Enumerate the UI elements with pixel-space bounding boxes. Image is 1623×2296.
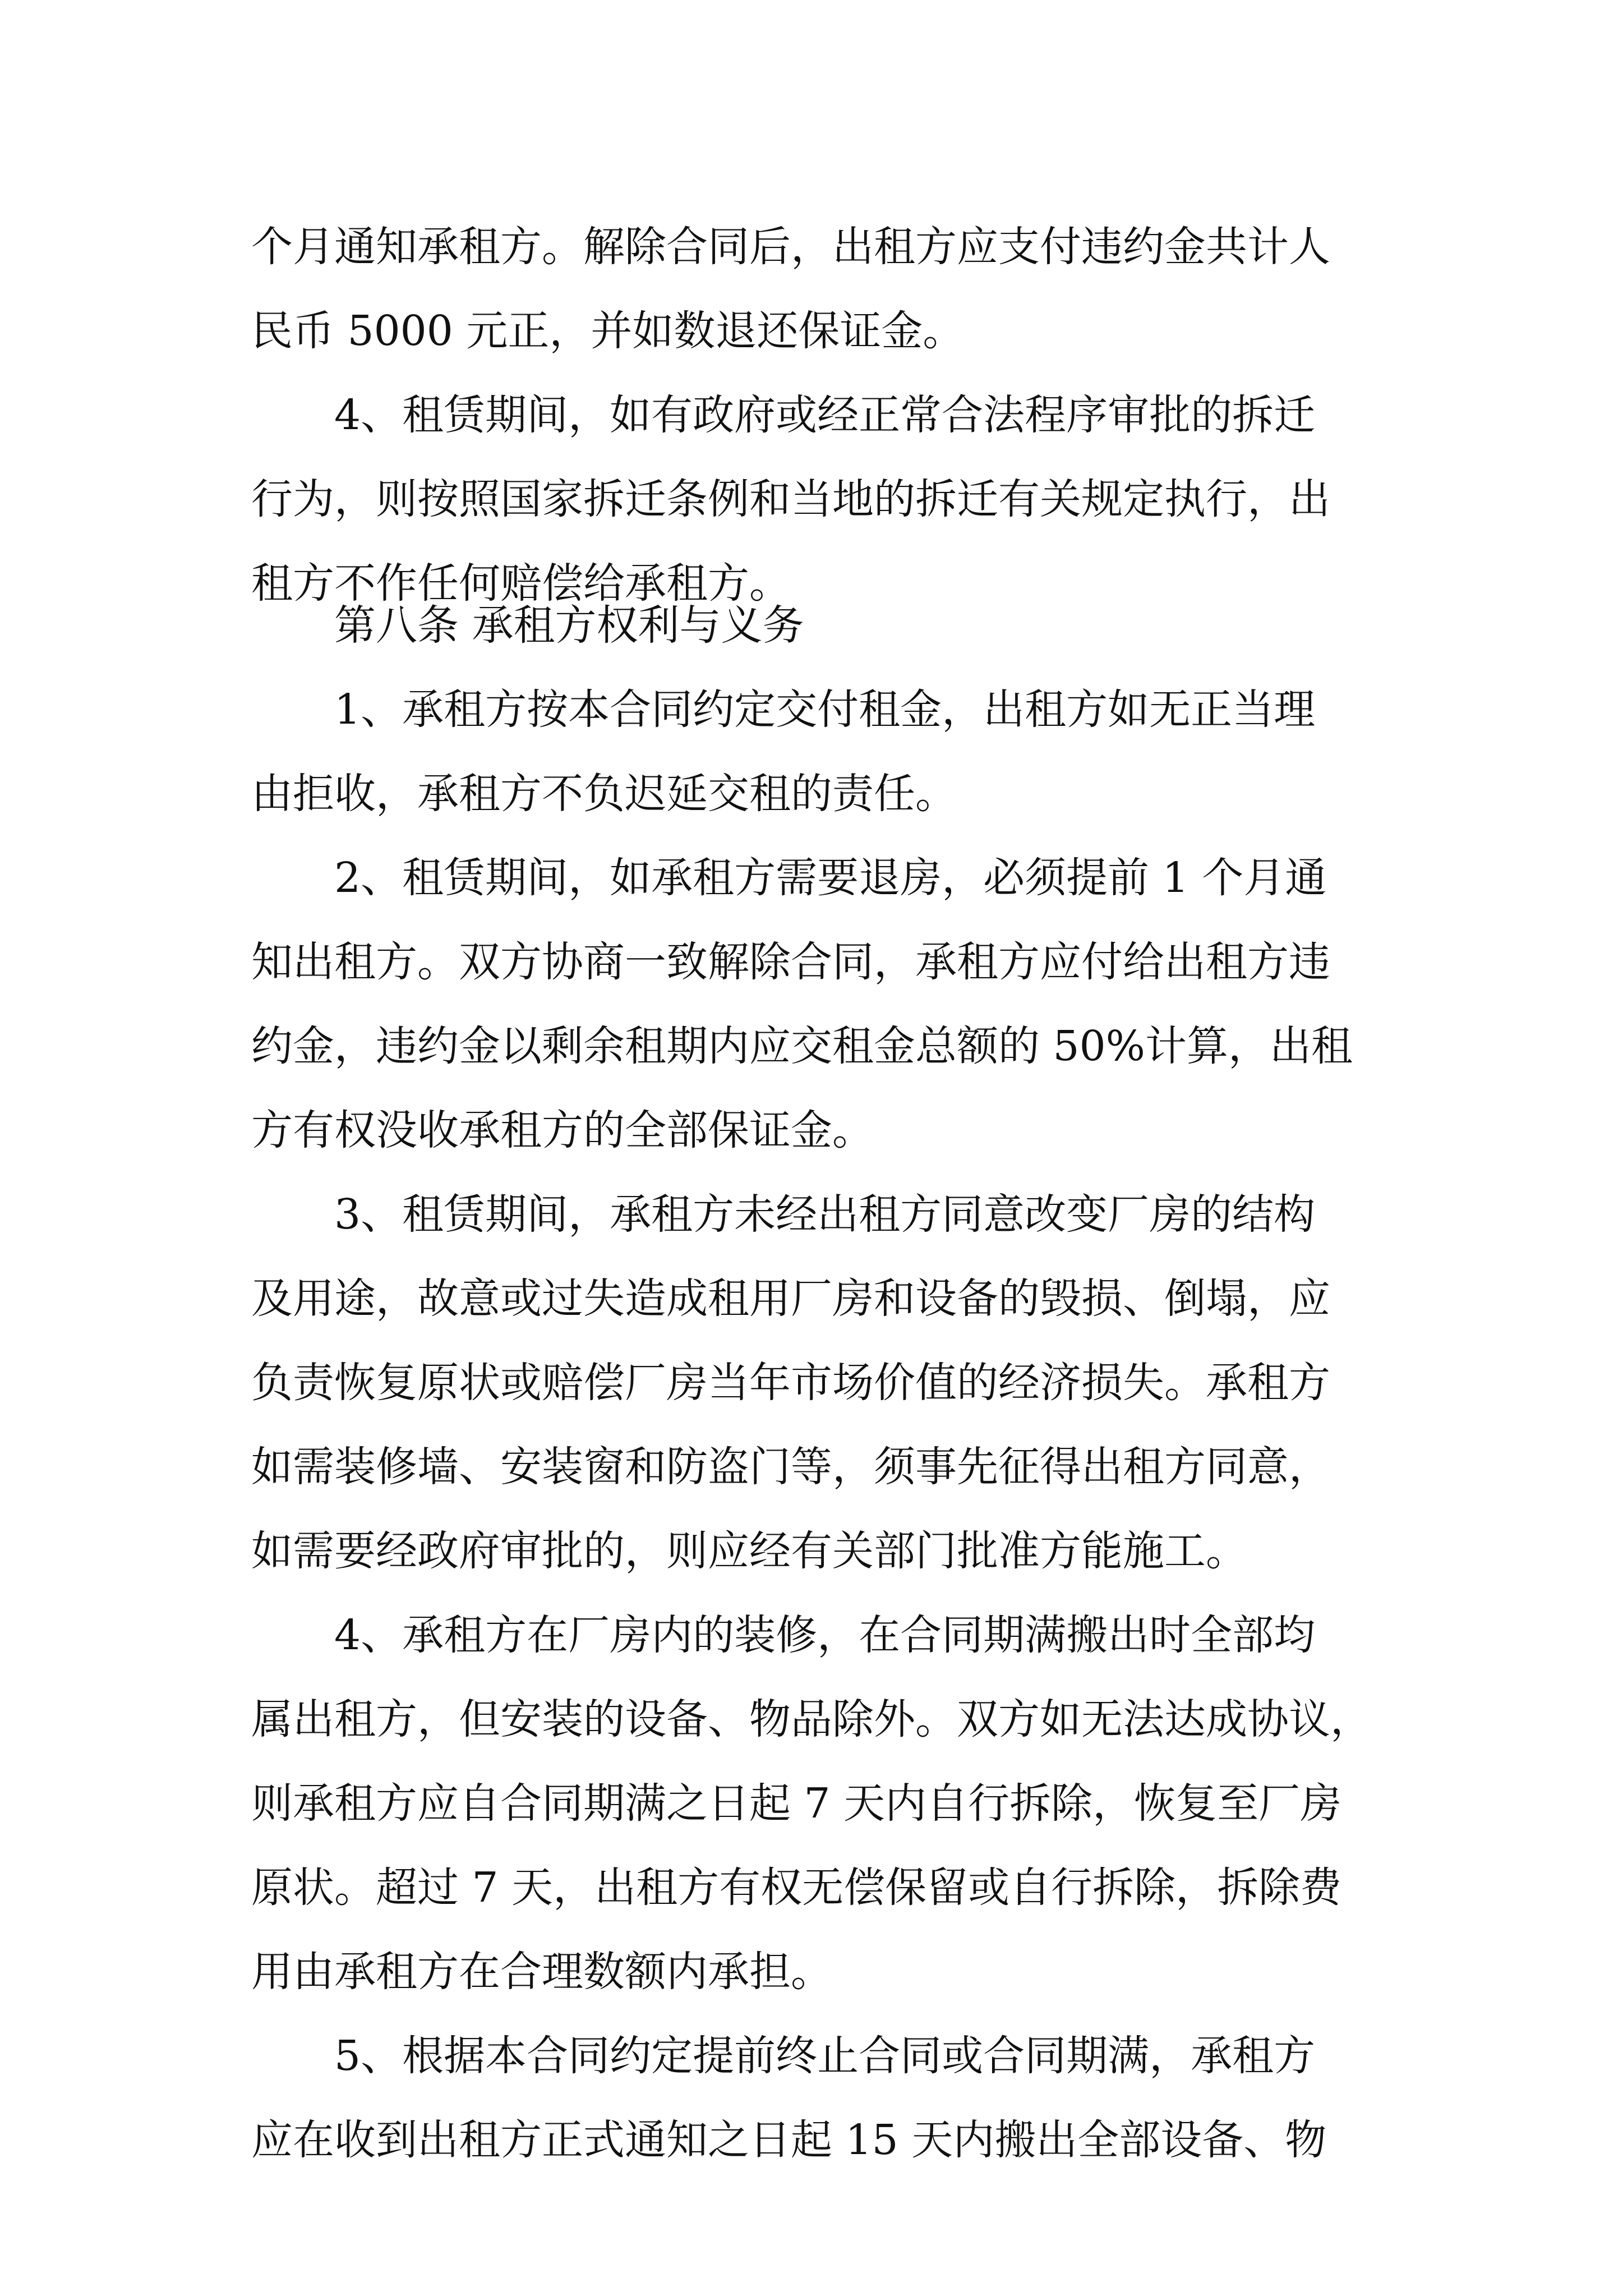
text-line: 属出租方，但安装的设备、物品除外。双方如无法达成协议， <box>251 1695 1372 1743</box>
paragraph-2-start: 2、租赁期间，如承租方需要退房，必须提前 1 个月通 <box>334 854 1327 902</box>
text-line: 原状。超过 7 天，出租方有权无偿保留或自行拆除，拆除费 <box>251 1864 1342 1912</box>
text-line: 用由承租方在合理数额内承担。 <box>251 1948 832 1996</box>
text-line: 个月通知承租方。解除合同后，出租方应支付违约金共计人 <box>251 223 1330 271</box>
text-line: 行为，则按照国家拆迁条例和当地的拆迁有关规定执行，出 <box>251 475 1330 523</box>
paragraph-4b-start: 4、承租方在厂房内的装修，在合同期满搬出时全部均 <box>334 1611 1316 1659</box>
paragraph-3-start: 3、租赁期间，承租方未经出租方同意改变厂房的结构 <box>334 1190 1316 1239</box>
text-line: 如需装修墙、安装窗和防盗门等，须事先征得出租方同意， <box>251 1443 1330 1491</box>
text-line: 负责恢复原状或赔偿厂房当年市场价值的经济损失。承租方 <box>251 1359 1330 1407</box>
text-line: 民币 5000 元正，并如数退还保证金。 <box>251 307 965 355</box>
paragraph-1-start: 1、承租方按本合同约定交付租金，出租方如无正当理 <box>334 685 1316 734</box>
text-line: 应在收到出租方正式通知之日起 15 天内搬出全部设备、物 <box>251 2116 1327 2164</box>
paragraph-5-start: 5、根据本合同约定提前终止合同或合同期满，承租方 <box>334 2032 1316 2080</box>
text-line: 租方不作任何赔偿给承租方。 <box>251 559 791 608</box>
text-line: 及用途，故意或过失造成租用厂房和设备的毁损、倒塌，应 <box>251 1274 1330 1323</box>
text-line: 方有权没收承租方的全部保证金。 <box>251 1106 874 1154</box>
text-line: 由拒收，承租方不负迟延交租的责任。 <box>251 770 957 818</box>
paragraph-4-start: 4、租赁期间，如有政府或经正常合法程序审批的拆迁 <box>334 391 1316 439</box>
text-line: 知出租方。双方协商一致解除合同，承租方应付给出租方违 <box>251 938 1330 986</box>
text-line: 约金，违约金以剩余租期内应交租金总额的 50%计算，出租 <box>251 1022 1353 1070</box>
text-line: 则承租方应自合同期满之日起 7 天内自行拆除，恢复至厂房 <box>251 1779 1342 1828</box>
text-line: 如需要经政府审批的，则应经有关部门批准方能施工。 <box>251 1527 1247 1575</box>
section-heading-article-8: 第八条 承租方权利与义务 <box>334 601 804 650</box>
